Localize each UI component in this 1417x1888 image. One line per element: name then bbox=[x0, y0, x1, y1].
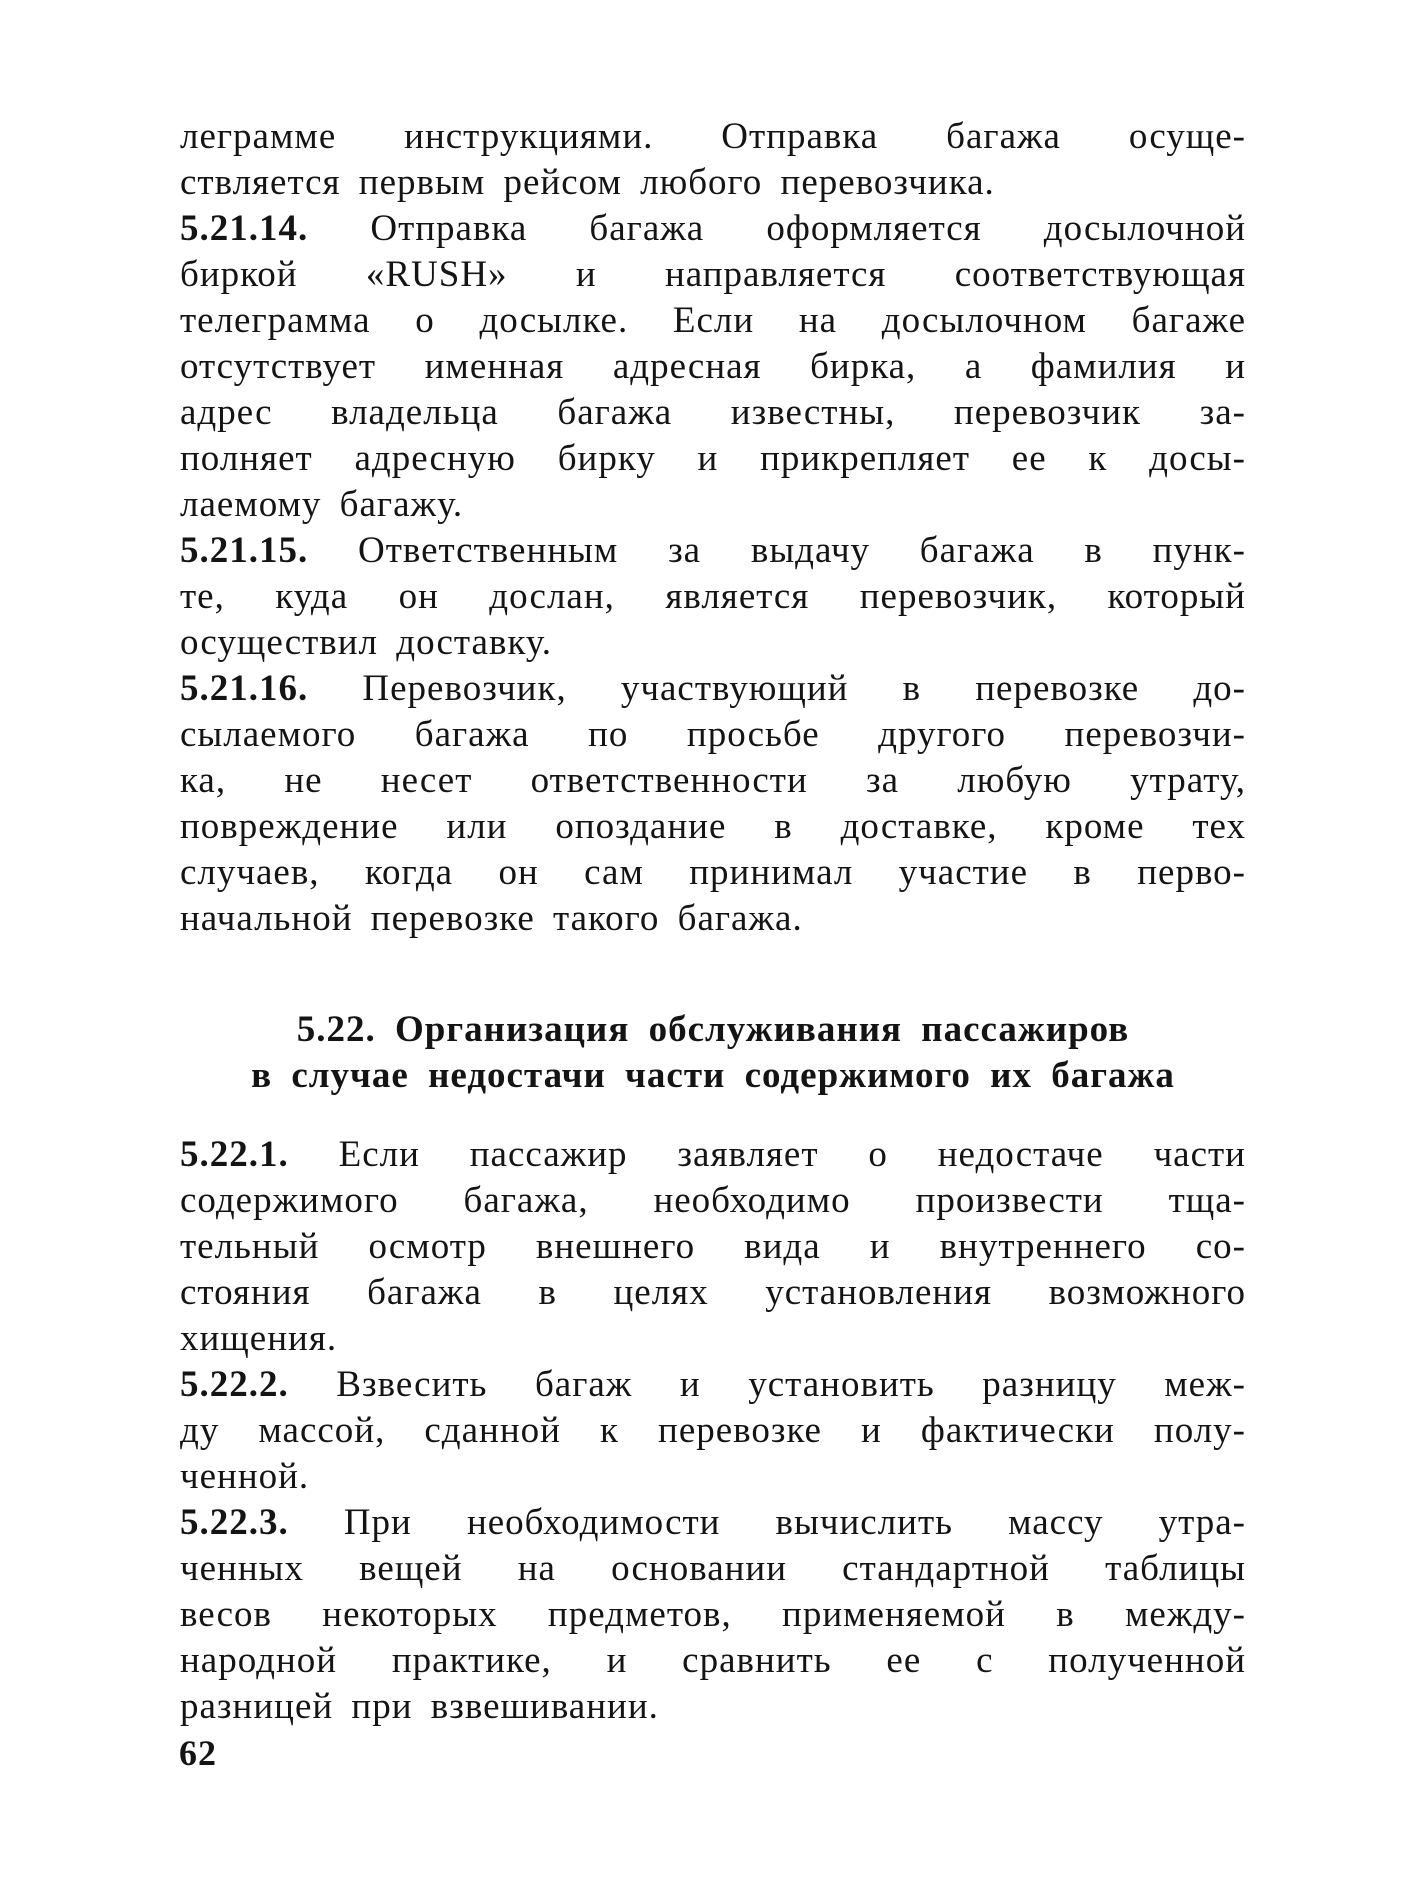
text-line bbox=[180, 1454, 1246, 1500]
body-text-top bbox=[180, 114, 1246, 942]
line-text: народной практике, и сравнить ее с полученной bbox=[180, 1640, 1246, 1681]
text-line bbox=[180, 574, 1246, 620]
text-line bbox=[180, 758, 1246, 804]
text-line bbox=[180, 850, 1246, 896]
line-text: адрес владельца багажа известны, перевозчик за- bbox=[180, 392, 1246, 433]
page-number: 62 bbox=[179, 1733, 217, 1773]
line-text: леграмме инструкциями. Отправка багажа осуще- bbox=[180, 116, 1246, 157]
text-line bbox=[180, 436, 1246, 482]
text-line bbox=[180, 1592, 1246, 1638]
body-text-bottom bbox=[180, 1132, 1246, 1730]
line-text: хищения. bbox=[180, 1318, 338, 1359]
line-text: ка, не несет ответственности за любую утрату, bbox=[180, 760, 1246, 801]
text-line bbox=[180, 390, 1246, 436]
text-line bbox=[180, 712, 1246, 758]
line-text: Если пассажир заявляет о недостаче части bbox=[288, 1134, 1246, 1175]
heading-line-1: 5.22. Организация обслуживания пассажиров bbox=[296, 1009, 1130, 1050]
line-text: содержимого багажа, необходимо произвести тща- bbox=[180, 1180, 1246, 1221]
text-line bbox=[180, 804, 1246, 850]
line-text: ду массой, сданной к перевозке и фактически полу- bbox=[180, 1410, 1246, 1451]
line-text: ствляется первым рейсом любого перевозчика. bbox=[180, 162, 995, 203]
text-line bbox=[180, 114, 1246, 160]
section-number: 5.21.14. bbox=[180, 208, 309, 249]
text-line bbox=[180, 1362, 1246, 1408]
line-text: Ответственным за выдачу багажа в пунк- bbox=[308, 530, 1246, 571]
text-line bbox=[180, 252, 1246, 298]
line-text: ченных вещей на основании стандартной таблицы bbox=[180, 1548, 1246, 1589]
line-text: начальной перевозке такого багажа. bbox=[180, 898, 803, 939]
line-text: весов некоторых предметов, применяемой в между- bbox=[180, 1594, 1246, 1635]
line-text: биркой «RUSH» и направляется соответствующая bbox=[180, 254, 1246, 295]
text-line bbox=[180, 896, 1246, 942]
line-text: разницей при взвешивании. bbox=[180, 1686, 659, 1727]
section-number: 5.21.15. bbox=[180, 530, 309, 571]
text-line bbox=[180, 1224, 1246, 1270]
text-line bbox=[180, 666, 1246, 712]
section-number: 5.21.16. bbox=[180, 668, 309, 709]
text-line bbox=[180, 1132, 1246, 1178]
text-line bbox=[180, 482, 1246, 528]
text-line bbox=[180, 1270, 1246, 1316]
text-line bbox=[180, 1408, 1246, 1454]
section-heading bbox=[180, 1007, 1246, 1099]
text-line bbox=[180, 344, 1246, 390]
text-line bbox=[180, 1500, 1246, 1546]
line-text: тельный осмотр внешнего вида и внутреннего со- bbox=[180, 1226, 1246, 1267]
heading-line-2: в случае недостачи части содержимого их багажа bbox=[251, 1055, 1175, 1096]
text-line bbox=[180, 298, 1246, 344]
text-line bbox=[180, 1546, 1246, 1592]
line-text: стояния багажа в целях установления возможного bbox=[180, 1272, 1246, 1313]
line-text: отсутствует именная адресная бирка, а фамилия и bbox=[180, 346, 1246, 387]
section-number: 5.22.1. bbox=[180, 1134, 289, 1175]
section-number: 5.22.2. bbox=[180, 1364, 289, 1405]
line-text: те, куда он дослан, является перевозчик, который bbox=[180, 576, 1246, 617]
line-text: Взвесить багаж и установить разницу меж- bbox=[288, 1364, 1246, 1405]
line-text: осуществил доставку. bbox=[180, 622, 552, 663]
line-text: сылаемого багажа по просьбе другого перевозчи- bbox=[180, 714, 1246, 755]
text-line bbox=[180, 160, 1246, 206]
line-text: Перевозчик, участвующий в перевозке до- bbox=[308, 668, 1246, 709]
line-text: полняет адресную бирку и прикрепляет ее к досы- bbox=[180, 438, 1246, 479]
line-text: повреждение или опоздание в доставке, кроме тех bbox=[180, 806, 1246, 847]
text-line bbox=[180, 206, 1246, 252]
line-text: телеграмма о досылке. Если на досылочном багаже bbox=[180, 300, 1246, 341]
line-text: При необходимости вычислить массу утра- bbox=[288, 1502, 1246, 1543]
text-line bbox=[180, 1178, 1246, 1224]
line-text: Отправка багажа оформляется досылочной bbox=[308, 208, 1246, 249]
line-text: лаемому багажу. bbox=[180, 484, 464, 525]
text-line bbox=[180, 1316, 1246, 1362]
line-text: ченной. bbox=[180, 1456, 310, 1497]
line-text: случаев, когда он сам принимал участие в перво- bbox=[180, 852, 1246, 893]
text-line bbox=[180, 528, 1246, 574]
text-line bbox=[180, 620, 1246, 666]
text-line bbox=[180, 1638, 1246, 1684]
text-line bbox=[180, 1684, 1246, 1730]
section-number: 5.22.3. bbox=[180, 1502, 289, 1543]
